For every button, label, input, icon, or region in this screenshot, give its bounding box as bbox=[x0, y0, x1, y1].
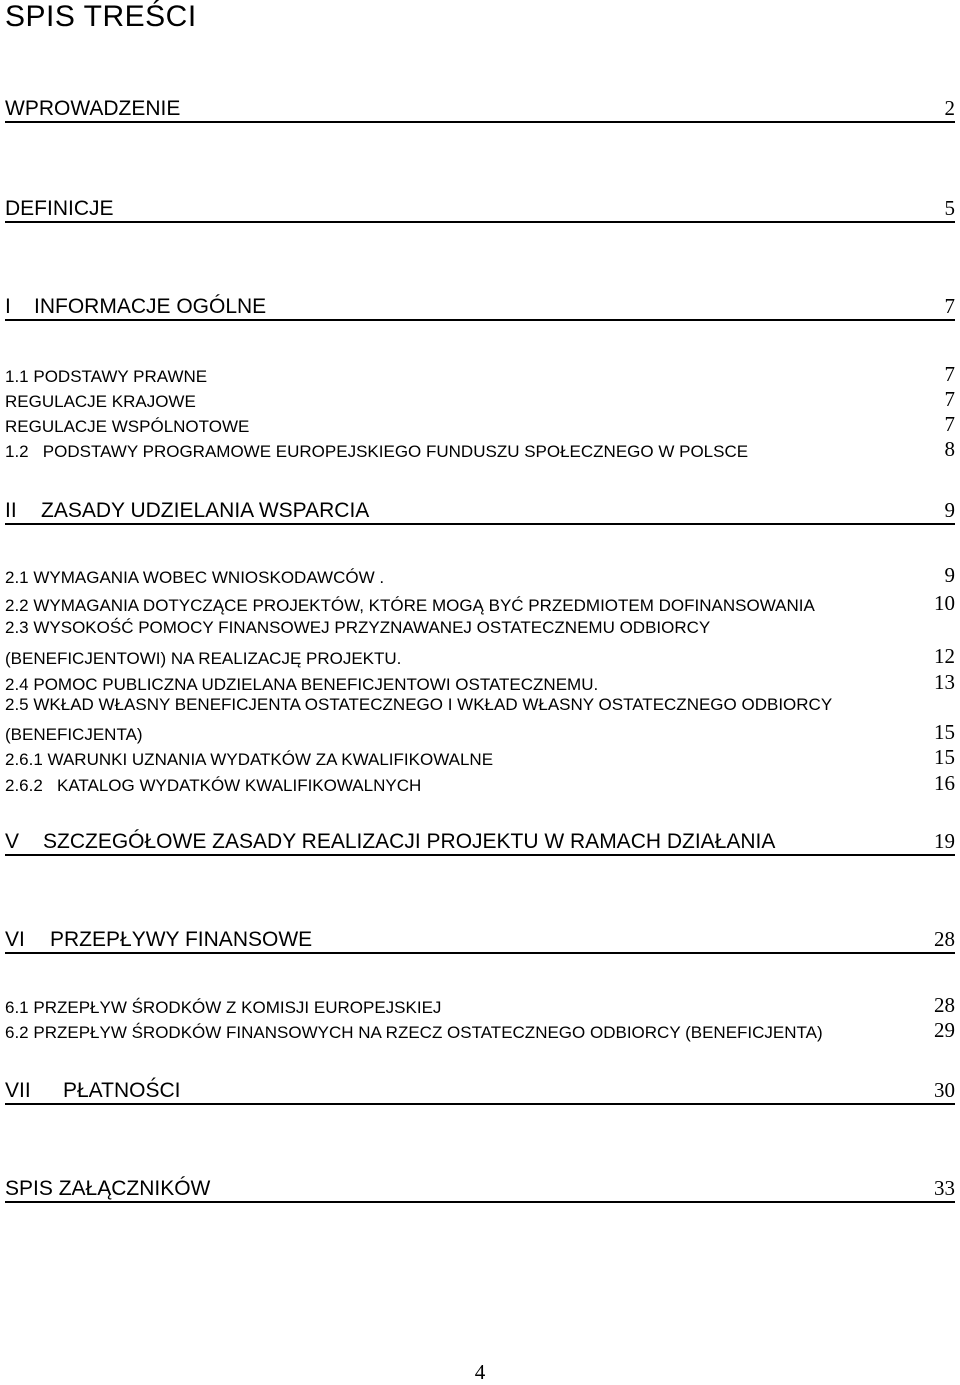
toc-entry-appendices[interactable] bbox=[5, 1176, 955, 1203]
toc-entry-chapter-1[interactable] bbox=[5, 294, 955, 321]
toc-entry-label: PRZEPŁYWY FINANSOWE bbox=[50, 928, 313, 951]
toc-entry-page: 33 bbox=[934, 1176, 955, 1200]
toc-entry-regulacje-wspolnotowe[interactable] bbox=[5, 412, 955, 437]
toc-entry-label: 6.2 PRZEPŁYW ŚRODKÓW FINANSOWYCH NA RZECZ OSTATECZNEGO ODBIORCY (BENEFICJENTA) bbox=[5, 1023, 823, 1042]
toc-entry-page: 8 bbox=[944, 437, 955, 461]
toc-entry-chapter-5[interactable] bbox=[5, 829, 955, 856]
toc-entry-label: 2.2 WYMAGANIA DOTYCZĄCE PROJEKTÓW, KTÓRE MOGĄ BYĆ PRZEDMIOTEM DOFINANSOWANIA bbox=[5, 596, 815, 615]
toc-entry-page: 13 bbox=[934, 670, 955, 694]
toc-entry-2-6-1[interactable] bbox=[5, 745, 955, 770]
page-number-footer: 4 bbox=[474, 1360, 486, 1384]
toc-entry-label: 1.1 PODSTAWY PRAWNE bbox=[5, 367, 208, 386]
toc-entry-page: 7 bbox=[944, 387, 955, 411]
toc-entry-number: I bbox=[5, 295, 11, 318]
toc-entry-page: 2 bbox=[944, 96, 955, 120]
toc-entry-label: (BENEFICJENTA) bbox=[5, 725, 143, 744]
toc-entry-page: 7 bbox=[944, 412, 955, 436]
toc-entry-2-3[interactable] bbox=[5, 618, 955, 638]
toc-entry-label: 2.5 WKŁAD WŁASNY BENEFICJENTA OSTATECZNEGO I WKŁAD WŁASNY OSTATECZNEGO ODBIORCY bbox=[5, 695, 833, 714]
toc-entry-label: INFORMACJE OGÓLNE bbox=[34, 295, 267, 318]
toc-entry-page: 9 bbox=[944, 563, 955, 587]
toc-entry-label: (BENEFICJENTOWI) NA REALIZACJĘ PROJEKTU. bbox=[5, 649, 402, 668]
toc-entry-number: VII bbox=[5, 1079, 31, 1102]
toc-entry-label: SPIS ZAŁĄCZNIKÓW bbox=[5, 1177, 211, 1200]
toc-entry-page: 28 bbox=[934, 927, 955, 951]
page-title: SPIS TREŚCI bbox=[5, 0, 197, 33]
toc-entry-label: ZASADY UDZIELANIA WSPARCIA bbox=[41, 499, 370, 522]
toc-entry-label: WPROWADZENIE bbox=[5, 97, 181, 120]
toc-entry-2-5-cont[interactable] bbox=[5, 720, 955, 745]
toc-entry-label: 2.4 POMOC PUBLICZNA UDZIELANA BENEFICJENTOWI OSTATECZNEMU. bbox=[5, 675, 599, 694]
toc-entry-1-1[interactable] bbox=[5, 362, 955, 387]
toc-entry-page: 7 bbox=[944, 362, 955, 386]
toc-entry-2-5[interactable] bbox=[5, 695, 955, 715]
toc-entry-page: 19 bbox=[934, 829, 955, 853]
toc-entry-1-2[interactable] bbox=[5, 437, 955, 462]
toc-entry-2-2[interactable] bbox=[5, 591, 955, 616]
toc-entry-label: DEFINICJE bbox=[5, 197, 114, 220]
toc-entry-label: 2.6.2 KATALOG WYDATKÓW KWALIFIKOWALNYCH bbox=[5, 776, 422, 795]
toc-entry-label: PŁATNOŚCI bbox=[63, 1079, 181, 1102]
toc-entry-2-1[interactable] bbox=[5, 563, 955, 588]
toc-entry-page: 29 bbox=[934, 1018, 955, 1042]
toc-entry-2-6-2[interactable] bbox=[5, 771, 955, 796]
toc-entry-page: 28 bbox=[934, 993, 955, 1017]
toc-entry-number: II bbox=[5, 499, 17, 522]
toc-entry-label: 2.6.1 WARUNKI UZNANIA WYDATKÓW ZA KWALIFIKOWALNE bbox=[5, 750, 494, 769]
toc-entry-label: 2.1 WYMAGANIA WOBEC WNIOSKODAWCÓW . bbox=[5, 568, 385, 587]
toc-entry-2-4[interactable] bbox=[5, 670, 955, 695]
toc-entry-page: 15 bbox=[934, 745, 955, 769]
toc-entry-chapter-2[interactable] bbox=[5, 498, 955, 525]
toc-entry-chapter-6[interactable] bbox=[5, 927, 955, 954]
toc-entry-label: 1.2 PODSTAWY PROGRAMOWE EUROPEJSKIEGO FUNDUSZU SPOŁECZNEGO W POLSCE bbox=[5, 442, 749, 461]
toc-entry-label: 2.3 WYSOKOŚĆ POMOCY FINANSOWEJ PRZYZNAWANEJ OSTATECZNEMU ODBIORCY bbox=[5, 618, 711, 637]
toc-entry-number: V bbox=[5, 830, 20, 853]
toc-entry-page: 12 bbox=[934, 644, 955, 668]
toc-entry-label: SZCZEGÓŁOWE ZASADY REALIZACJI PROJEKTU W RAMACH DZIAŁANIA bbox=[43, 830, 776, 853]
toc-entry-label: REGULACJE WSPÓLNOTOWE bbox=[5, 417, 250, 436]
toc-entry-wprowadzenie[interactable] bbox=[5, 96, 955, 123]
toc-entry-chapter-7[interactable] bbox=[5, 1078, 955, 1105]
toc-entry-page: 7 bbox=[944, 294, 955, 318]
toc-entry-number: VI bbox=[5, 928, 25, 951]
toc-entry-2-3-cont[interactable] bbox=[5, 644, 955, 669]
toc-entry-label: REGULACJE KRAJOWE bbox=[5, 392, 196, 411]
toc-entry-definicje[interactable] bbox=[5, 196, 955, 223]
toc-entry-page: 5 bbox=[944, 196, 955, 220]
toc-entry-page: 16 bbox=[934, 771, 955, 795]
toc-entry-6-2[interactable] bbox=[5, 1018, 955, 1043]
toc-entry-page: 30 bbox=[934, 1078, 955, 1102]
toc-entry-label: 6.1 PRZEPŁYW ŚRODKÓW Z KOMISJI EUROPEJSKIEJ bbox=[5, 998, 442, 1017]
toc-entry-regulacje-krajowe[interactable] bbox=[5, 387, 955, 412]
toc-entry-page: 10 bbox=[934, 591, 955, 615]
toc-entry-page: 15 bbox=[934, 720, 955, 744]
toc-entry-page: 9 bbox=[944, 498, 955, 522]
toc-entry-6-1[interactable] bbox=[5, 993, 955, 1018]
